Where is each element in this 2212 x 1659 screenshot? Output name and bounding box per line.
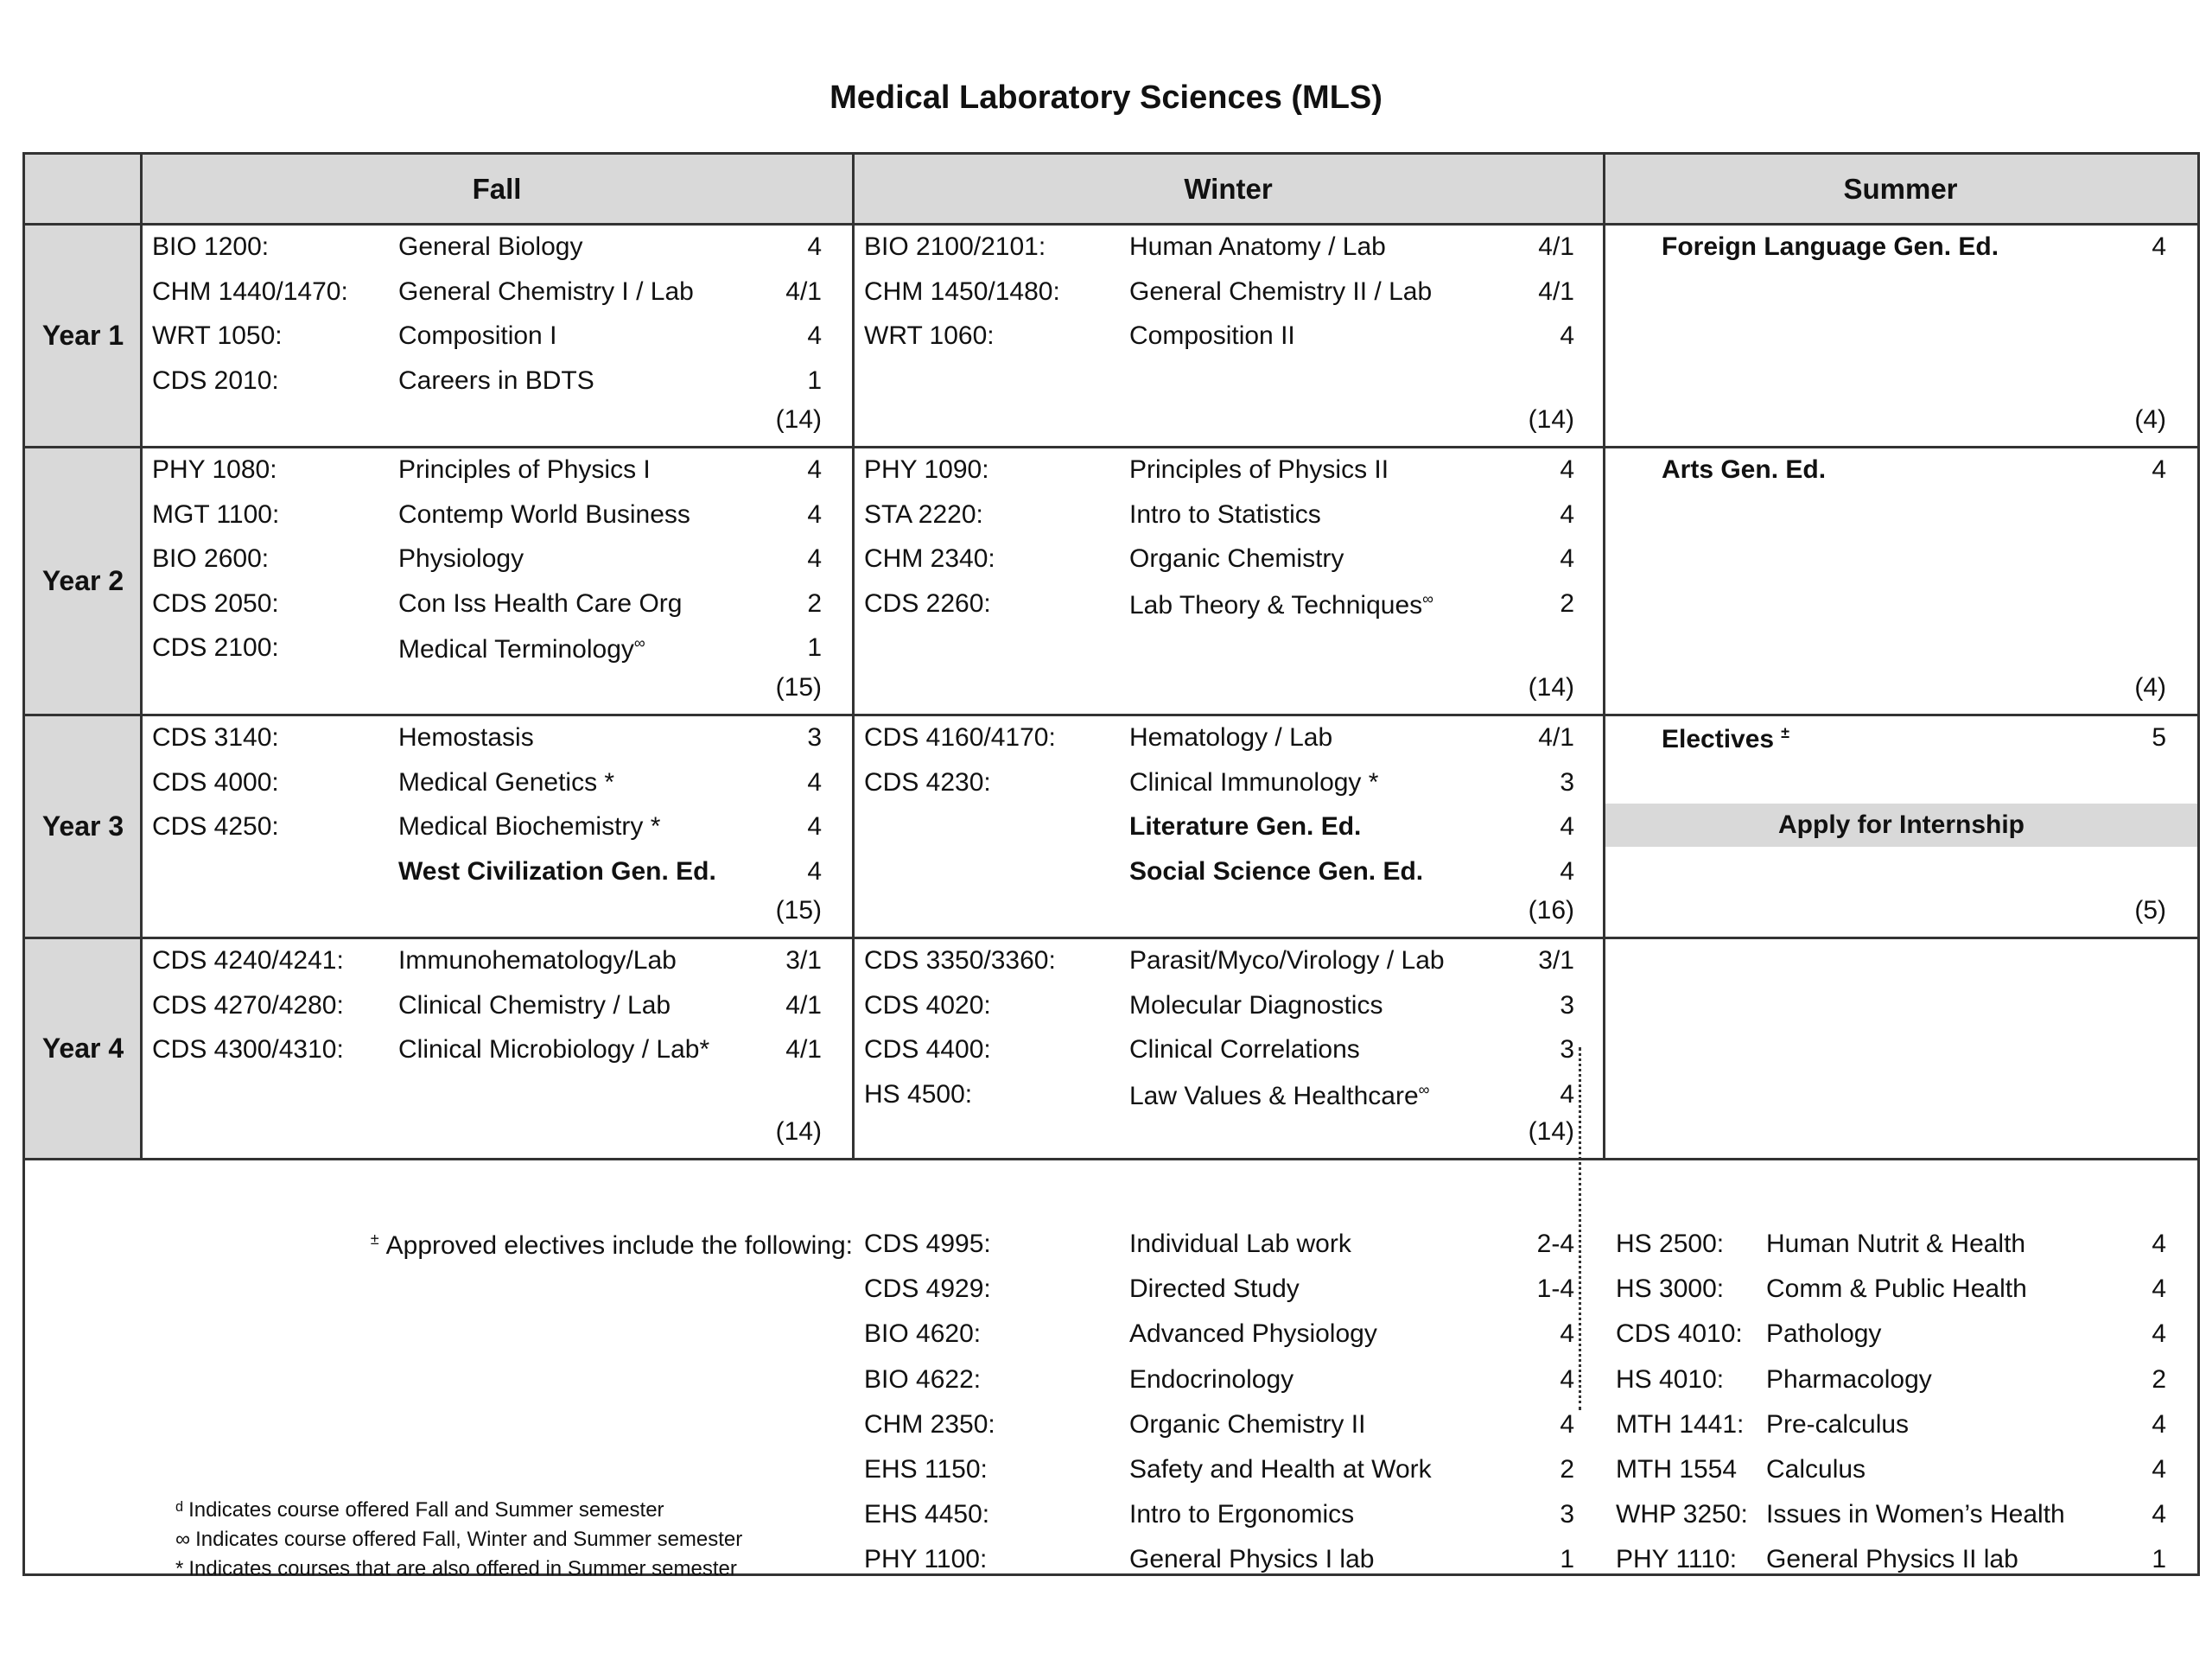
summer-course-credits: 4 [2152,232,2166,261]
elective-name: General Physics II lab [1766,1545,2018,1574]
course-name [398,234,582,260]
elective-credits: 2 [2152,1364,2166,1394]
course-name [1129,323,1295,349]
course-name-text: Principles of Physics II [1129,455,1389,484]
course-credits: 4 [807,499,822,529]
footnote-mark: ∞ [1422,589,1433,607]
elective-code: MTH 1554 [1616,1455,1738,1484]
course-name [1129,499,1321,529]
course-code: WRT 1050: [152,321,283,350]
elective-code: BIO 4620: [864,1319,982,1349]
winter-total-credits: (14) [1528,1117,1574,1146]
footnote [175,1500,664,1521]
row-divider [25,223,2197,226]
course-name [1129,1082,1429,1109]
summer-total-credits: (4) [2134,673,2166,702]
elective-name: Safety and Health at Work [1129,1455,1432,1484]
year-label-cell: Year 2 [25,447,141,715]
elective-name: Advanced Physiology [1129,1319,1377,1349]
header-fall: Fall [141,155,853,224]
course-name [398,1037,709,1063]
year-label-cell: Year 1 [25,224,141,447]
course-credits: 4 [1560,499,1574,529]
course-name-text: Molecular Diagnostics [1129,990,1383,1020]
course-name-text: Medical Genetics * [398,767,615,797]
summer-total-credits: (5) [2134,896,2166,925]
footnote-mark: ∞ [1418,1080,1430,1098]
course-credits: 3/1 [1538,946,1574,975]
course-credits: 4/1 [785,276,822,306]
fall-total-credits: (15) [775,896,822,925]
column-divider [852,155,855,1159]
course-code: CHM 1450/1480: [864,276,1060,306]
course-code: BIO 1200: [152,232,270,261]
course-code: BIO 2100/2101: [864,232,1046,261]
course-code: CDS 2050: [152,588,279,618]
header-blank-cell [25,155,141,224]
course-credits: 4 [1560,812,1574,841]
summer-course-credits: 4 [2152,455,2166,484]
footnote [175,1529,742,1550]
elective-credits: 4 [2152,1409,2166,1439]
elective-code: CDS 4995: [864,1230,991,1258]
footnote-text: Indicates course offered Fall and Summer semester [188,1498,664,1522]
course-name-text: Composition II [1129,321,1295,350]
winter-total-credits: (16) [1528,896,1574,925]
course-name [1129,591,1433,619]
fall-total-credits: (14) [775,405,822,434]
course-credits: 3/1 [785,946,822,975]
winter-total-credits: (14) [1528,405,1574,434]
course-credits: 4/1 [1538,723,1574,752]
course-credits: 4 [807,321,822,350]
course-name-text: Clinical Correlations [1129,1035,1360,1064]
course-name-text: General Biology [398,232,583,261]
apply-internship-band: Apply for Internship [1605,804,2197,847]
course-credits: 1 [807,633,822,662]
electives-intro-text: Approved electives include the following: [385,1231,853,1260]
course-credits: 3 [1560,767,1574,797]
course-credits: 2 [1560,588,1574,618]
elective-credits: 1 [1560,1545,1574,1574]
fall-total-credits: (15) [775,673,822,702]
elective-code: EHS 4450: [864,1500,990,1529]
elective-name: Calculus [1766,1455,1866,1484]
course-credits: 4/1 [785,990,822,1020]
elective-credits: 4 [2152,1319,2166,1349]
course-credits: 4 [1560,856,1574,886]
electives-mark: ± [1781,724,1789,741]
elective-credits: 1 [2152,1545,2166,1574]
course-name [1129,767,1379,797]
course-name-text: Immunohematology/Lab [398,946,677,975]
elective-name: Issues in Women’s Health [1766,1500,2065,1529]
electives-dotted-divider [1579,1047,1581,1410]
course-name-text: Hematology / Lab [1129,723,1333,752]
course-code: CDS 2010: [152,365,279,395]
course-name [1129,856,1424,886]
course-credits: 4 [1560,1079,1574,1109]
footnote-text: Indicates courses that are also offered in Summer semester [188,1557,737,1580]
elective-name: Intro to Ergonomics [1129,1500,1355,1529]
elective-credits: 1-4 [1536,1274,1574,1304]
course-code: HS 4500: [864,1079,973,1109]
course-credits: 4 [1560,321,1574,350]
elective-name: General Physics I lab [1129,1545,1375,1574]
course-name [1129,234,1386,260]
course-credits: 2 [807,588,822,618]
course-name-text: Lab Theory & Techniques [1129,590,1423,620]
course-code: CDS 4230: [864,767,991,797]
elective-name: Directed Study [1129,1274,1300,1304]
summer-course-name [1662,234,1999,260]
course-name [1129,276,1433,306]
elective-name: Organic Chemistry II [1129,1409,1366,1439]
elective-name: Pre-calculus [1766,1409,1910,1439]
column-divider [1603,155,1605,1159]
course-name-text: West Civilization Gen. Ed. [398,856,716,886]
elective-code: HS 2500: [1616,1230,1725,1258]
summer-course-name [1662,457,1826,483]
course-name [398,767,615,797]
course-name [1129,990,1383,1020]
column-divider [140,155,143,1159]
elective-name: Endocrinology [1129,1364,1294,1394]
elective-credits: 3 [1560,1500,1574,1529]
elective-credits: 4 [2152,1230,2166,1258]
course-code: CDS 4000: [152,767,279,797]
elective-code: CDS 4010: [1616,1319,1743,1349]
course-code: BIO 2600: [152,544,270,573]
course-code: CDS 2260: [864,588,991,618]
course-name-text: Medical Terminology [398,635,634,664]
course-name [1129,546,1344,572]
course-name-text: Composition I [398,321,557,350]
course-name-text: Physiology [398,544,524,573]
elective-name: Human Nutrit & Health [1766,1230,2026,1258]
course-name-text: Social Science Gen. Ed. [1129,856,1424,886]
course-name [398,457,651,483]
course-code: CDS 4160/4170: [864,723,1056,752]
fall-total-credits: (14) [775,1117,822,1146]
course-code: CHM 1440/1470: [152,276,348,306]
course-name-text: Literature Gen. Ed. [1129,812,1362,841]
course-name [1129,725,1332,751]
course-name-text: General Chemistry II / Lab [1129,276,1433,306]
course-code: CDS 4240/4241: [152,946,344,975]
year-label-cell: Year 3 [25,715,141,938]
elective-code: CHM 2350: [864,1409,995,1439]
course-credits: 4/1 [1538,276,1574,306]
course-code: WRT 1060: [864,321,995,350]
course-credits: 3 [807,723,822,752]
course-name [1129,948,1445,974]
footnote-mark: ᵈ [175,1498,184,1522]
elective-code: EHS 1150: [864,1455,988,1484]
course-code: CDS 4270/4280: [152,990,344,1020]
course-name [398,588,683,618]
elective-name: Pharmacology [1766,1364,1932,1394]
course-name-text: Human Anatomy / Lab [1129,232,1386,261]
elective-code: HS 3000: [1616,1274,1725,1304]
course-name [398,814,660,840]
course-name [398,499,690,529]
summer-course-credits: 5 [2152,723,2166,752]
course-code: CDS 2100: [152,633,279,662]
course-code: CDS 3350/3360: [864,946,1056,975]
course-code: CDS 4400: [864,1035,991,1064]
row-divider [25,1158,2197,1160]
course-name-text: Careers in BDTS [398,365,594,395]
course-name [398,856,716,886]
course-name [398,635,645,663]
course-credits: 4 [807,544,822,573]
course-name [1129,1037,1360,1063]
schedule-table [22,152,2200,1580]
footnote-mark: * [175,1557,184,1580]
elective-code: BIO 4622: [864,1364,982,1394]
course-code: MGT 1100: [152,499,280,529]
elective-credits: 2 [1560,1455,1574,1484]
header-summer: Summer [1604,155,2197,224]
winter-total-credits: (14) [1528,673,1574,702]
summer-course-name [1662,725,1789,753]
document-title: Medical Laboratory Sciences (MLS) [830,79,1382,116]
elective-name: Individual Lab work [1129,1230,1351,1258]
course-credits: 4 [807,856,822,886]
course-name-text: Contemp World Business [398,499,690,529]
course-name-text: Hemostasis [398,723,534,752]
course-code: CDS 4250: [152,812,279,841]
course-name-text: Organic Chemistry [1129,544,1344,573]
course-name-text: Parasit/Myco/Virology / Lab [1129,946,1445,975]
course-credits: 4/1 [1538,232,1574,261]
elective-code: MTH 1441: [1616,1409,1745,1439]
course-name-text: Clinical Chemistry / Lab [398,990,671,1020]
course-name [398,323,556,349]
course-name-text: Clinical Microbiology / Lab* [398,1035,710,1064]
course-credits: 3 [1560,990,1574,1020]
course-credits: 1 [807,365,822,395]
course-name-text: Intro to Statistics [1129,499,1321,529]
course-name [398,725,534,751]
summer-course-text: Electives [1662,725,1775,753]
row-divider [25,714,2197,716]
electives-intro [284,1231,853,1259]
electives-mark: ± [370,1230,379,1248]
elective-credits: 4 [2152,1500,2166,1529]
course-credits: 3 [1560,1035,1574,1064]
elective-code: HS 4010: [1616,1364,1725,1394]
course-name [1129,814,1361,840]
course-name [398,365,594,395]
elective-name: Comm & Public Health [1766,1274,2027,1304]
course-code: CHM 2340: [864,544,995,573]
course-name [398,546,524,572]
footnote [175,1559,737,1580]
course-code: STA 2220: [864,499,983,529]
course-credits: 4 [1560,455,1574,484]
elective-credits: 4 [1560,1364,1574,1394]
row-divider [25,937,2197,939]
course-name-text: Law Values & Healthcare [1129,1081,1419,1110]
course-name [398,948,677,974]
course-credits: 4/1 [785,1035,822,1064]
course-name-text: Clinical Immunology * [1129,767,1379,797]
course-name [398,990,671,1020]
course-credits: 4 [807,812,822,841]
elective-credits: 2-4 [1536,1230,1574,1258]
course-name-text: General Chemistry I / Lab [398,276,694,306]
course-name-text: Medical Biochemistry * [398,812,661,841]
elective-code: PHY 1110: [1616,1545,1738,1574]
course-name-text: Principles of Physics I [398,455,651,484]
footnote-mark: ∞ [175,1528,191,1551]
elective-code: CDS 4929: [864,1274,991,1304]
elective-credits: 4 [2152,1455,2166,1484]
course-name-text: Con Iss Health Care Org [398,588,683,618]
course-code: CDS 4300/4310: [152,1035,344,1064]
course-code: PHY 1080: [152,455,277,484]
summer-course-text: Foreign Language Gen. Ed. [1662,232,1999,261]
elective-credits: 4 [1560,1319,1574,1349]
footnote-mark: ∞ [633,634,645,652]
elective-code: WHP 3250: [1616,1500,1748,1529]
elective-code: PHY 1100: [864,1545,988,1574]
elective-name: Pathology [1766,1319,1882,1349]
summer-course-text: Arts Gen. Ed. [1662,455,1827,484]
footnote-text: Indicates course offered Fall, Winter and Summer semester [195,1528,743,1551]
course-code: CDS 3140: [152,723,279,752]
course-credits: 4 [807,232,822,261]
year-label-cell: Year 4 [25,938,141,1159]
row-divider [25,446,2197,448]
course-credits: 4 [807,767,822,797]
course-name [398,276,694,306]
summer-total-credits: (4) [2134,405,2166,434]
header-winter: Winter [853,155,1604,224]
course-credits: 4 [807,455,822,484]
elective-credits: 4 [1560,1409,1574,1439]
course-credits: 4 [1560,544,1574,573]
course-code: CDS 4020: [864,990,991,1020]
course-name [1129,457,1389,483]
course-code: PHY 1090: [864,455,989,484]
elective-credits: 4 [2152,1274,2166,1304]
